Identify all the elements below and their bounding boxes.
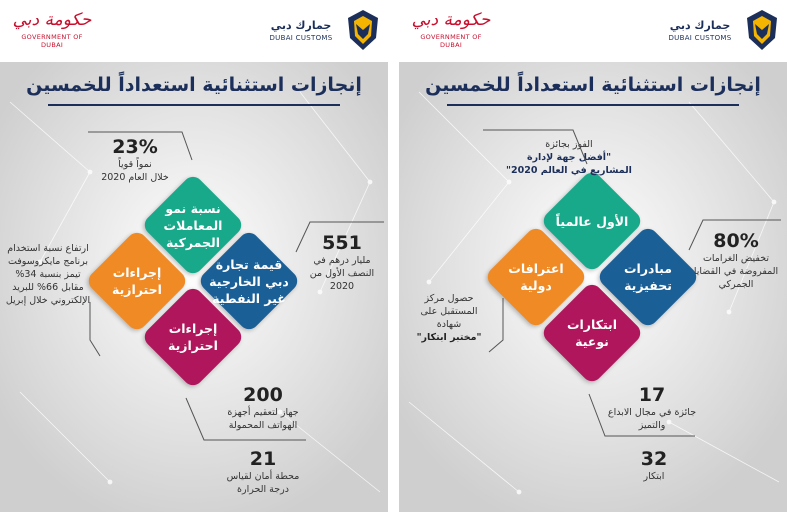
diamond-top-label: الأول عالمياً (555, 213, 629, 229)
fines-connector (685, 216, 785, 256)
page-title: إنجازات استثنائية استعداداً للخمسين (26, 74, 362, 96)
government-of-dubai-logo (10, 8, 94, 49)
microsoft-connector (76, 300, 106, 360)
stations-value: 21 (249, 448, 277, 470)
diamond-right-label: قيمة تجارة دبي الخارجية غير النفطية (209, 256, 289, 306)
award-text-2: "أفضل جهة لإدارة المشاريع في العالم 2020" (506, 152, 632, 176)
devices-value: 200 (243, 384, 283, 406)
award-connector (481, 126, 591, 170)
microsoft-text-1: ارتفاع نسبة استخدام برنامج مايكروسوفت تيمز بنسبة 34% (7, 243, 89, 280)
lab-connector (483, 296, 513, 356)
header (0, 0, 388, 62)
title-underline (48, 104, 340, 106)
devices-connector (184, 396, 310, 446)
falcon-emblem-icon (344, 8, 382, 52)
innovations-callout (609, 448, 699, 483)
awards-value: 17 (638, 384, 666, 406)
trade-text: مليار درهم في النصف الأول من 2020 (309, 255, 375, 292)
dubai-customs-logo (661, 8, 781, 52)
lab-text-1: حصول مركز المستقبل على شهادة (420, 293, 478, 330)
innovations-value: 32 (640, 448, 668, 470)
left-panel (0, 0, 388, 512)
lab-callout (407, 292, 491, 344)
page-title: إنجازات استثنائية استعداداً للخمسين (425, 74, 761, 96)
title-underline (447, 104, 739, 106)
diamond-right-label: مبادرات تحفيزية (624, 261, 672, 293)
gov-logo-text: GOVERNMENT OF DUBAI (21, 33, 83, 49)
customs-arabic-name: جمارك دبي (270, 19, 332, 32)
customs-english-name: DUBAI CUSTOMS (668, 34, 732, 42)
customs-english-name: DUBAI CUSTOMS (269, 34, 333, 42)
stations-callout (218, 448, 308, 496)
right-panel (399, 0, 787, 512)
gov-logo-text: GOVERNMENT OF DUBAI (420, 33, 482, 49)
diamond-bottom-label: ابتكارات نوعية (566, 317, 618, 349)
growth-text-1: نمواً قوياً (118, 159, 152, 170)
growth-value: 23% (112, 136, 158, 158)
gov-logo-script: حكومة دبي (12, 10, 92, 30)
diamond-top-label: نسبة نمو المعاملات الجمركية (163, 200, 223, 250)
gov-logo-script: حكومة دبي (411, 10, 491, 30)
award-text-1: الفوز بجائزة (545, 139, 593, 150)
diamond-left-label: إجراءات احترازية (112, 265, 162, 297)
innovations-text: ابتكار (643, 471, 665, 482)
fines-value: 80% (713, 230, 759, 252)
customs-arabic-name: جمارك دبي (669, 19, 731, 32)
microsoft-text-2: مقابل 66% للبريد الإلكتروني خلال إبريل (5, 282, 91, 306)
growth-connector (86, 126, 196, 166)
trade-value: 551 (322, 232, 362, 254)
falcon-emblem-icon (743, 8, 781, 52)
fines-text: تخفيض الغرامات المفروضة في القضايا الجمركي (693, 253, 779, 290)
microsoft-callout (2, 242, 94, 307)
trade-connector (292, 218, 388, 258)
awards-text: جائزة في مجال الابداع والتميز (607, 407, 697, 431)
header (399, 0, 787, 62)
growth-text-2: خلال العام 2020 (101, 172, 169, 183)
diamond-bottom-label: إجراءات احترازية (168, 321, 218, 353)
lab-text-2: "مختبر ابتكار" (416, 332, 482, 343)
government-of-dubai-logo (409, 8, 493, 49)
devices-text: جهاز لتعقيم أجهزة الهواتف المحمولة (227, 407, 299, 431)
awards-connector (587, 392, 699, 442)
diamond-left-label: اعترافات دولية (508, 261, 564, 293)
stations-text: محطة أمان لقياس درجة الحرارة (226, 471, 300, 495)
dubai-customs-logo (262, 8, 382, 52)
